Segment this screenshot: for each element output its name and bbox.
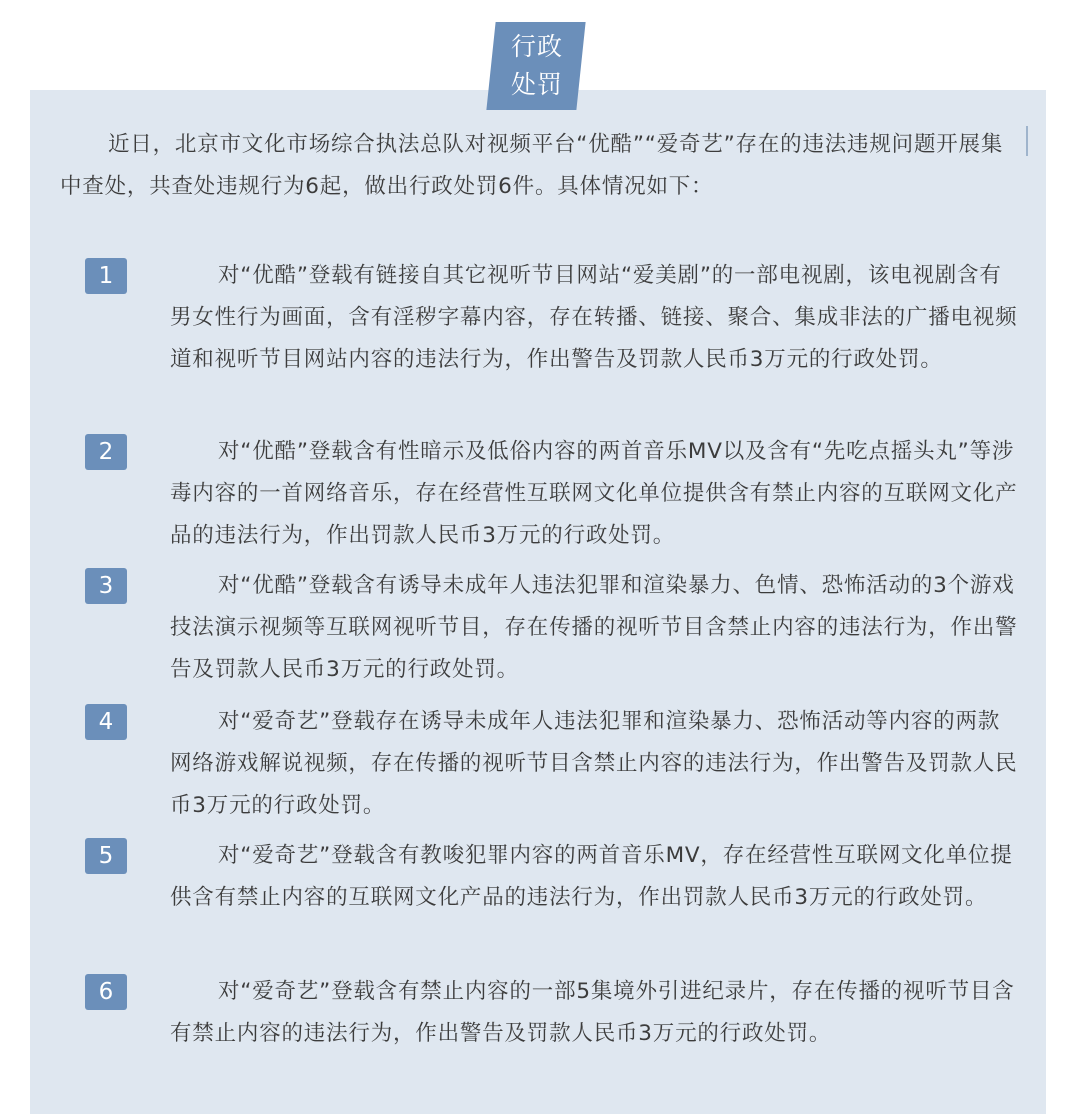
item-text: 对“爱奇艺”登载存在诱导未成年人违法犯罪和渲染暴力、恐怖活动等内容的两款网络游戏解说视频，存在传播的视听节目含禁止内容的违法行为，作出警告及罚款人民币3万元的行政处罚。	[170, 709, 1018, 818]
item-number-badge: 4	[85, 704, 127, 740]
item-number-badge: 3	[85, 568, 127, 604]
item-text: 对“爱奇艺”登载含有禁止内容的一部5集境外引进纪录片，存在传播的视听节目含有禁止内容的违法行为，作出警告及罚款人民币3万元的行政处罚。	[170, 979, 1015, 1046]
item-text: 对“爱奇艺”登载含有教唆犯罪内容的两首音乐MV，存在经营性互联网文化单位提供含有禁止内容的互联网文化产品的违法行为，作出罚款人民币3万元的行政处罚。	[170, 843, 1013, 910]
item-number-badge: 1	[85, 258, 127, 294]
item-number-badge: 5	[85, 838, 127, 874]
item-number-badge: 6	[85, 974, 127, 1010]
item-text: 对“优酷”登载含有性暗示及低俗内容的两首音乐MV以及含有“先吃点摇头丸”等涉毒内容的一首网络音乐，存在经营性互联网文化单位提供含有禁止内容的互联网文化产品的违法行为，作出罚款人民币3万元的行政处罚。	[170, 439, 1018, 548]
item-text: 对“优酷”登载含有诱导未成年人违法犯罪和渲染暴力、色情、恐怖活动的3个游戏技法演示视频等互联网视听节目，存在传播的视听节目含禁止内容的违法行为，作出警告及罚款人民币3万元的行政处罚。	[170, 573, 1018, 682]
intro-paragraph: 近日，北京市文化市场综合执法总队对视频平台“优酷”“爱奇艺”存在的违法违规问题开展集中查处，共查处违规行为6起，做出行政处罚6件。具体情况如下：	[60, 132, 1004, 199]
section-title-line-1: 行政	[510, 32, 563, 61]
section-title	[491, 22, 583, 110]
item-number-badge: 2	[85, 434, 127, 470]
item-text: 对“优酷”登载有链接自其它视听节目网站“爱美剧”的一部电视剧，该电视剧含有男女性行为画面，含有淫秽字幕内容，存在转播、链接、聚合、集成非法的广播电视频道和视听节目网站内容的违法行为，作出警告及罚款人民币3万元的行政处罚。	[170, 263, 1018, 372]
section-title-line-2: 处罚	[510, 70, 563, 99]
decorative-divider	[1026, 126, 1028, 156]
